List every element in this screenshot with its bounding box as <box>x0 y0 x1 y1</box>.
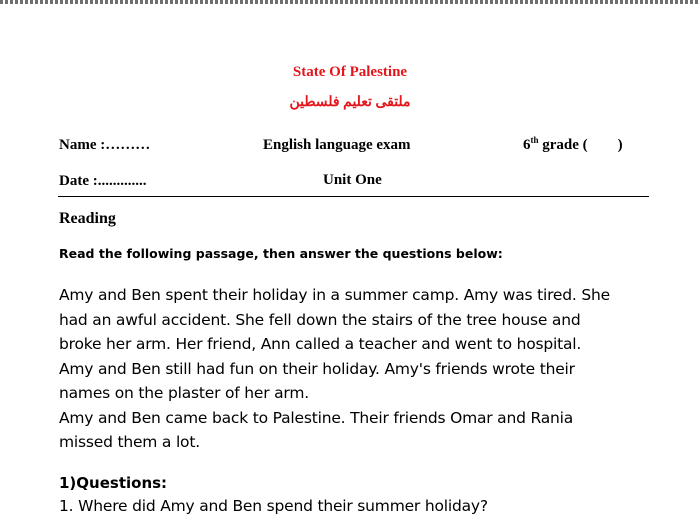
header-divider <box>58 196 649 197</box>
passage-line: Amy and Ben came back to Palestine. Their friends Omar and Rania <box>59 408 574 427</box>
passage-line: names on the plaster of her arm. <box>59 384 309 402</box>
forum-title-arabic: ملتقى تعليم فلسطين <box>289 95 411 110</box>
passage-line: missed them a lot. <box>59 433 200 451</box>
name-field-label: Name :……… <box>59 137 151 153</box>
grade-text: grade ( ) <box>538 137 623 153</box>
section-title: Reading <box>59 210 116 227</box>
passage-line: broke her arm. Her friend, Ann called a teacher and went to hospital. <box>59 335 582 353</box>
date-field-label: Date :............. <box>59 173 147 189</box>
unit-title: Unit One <box>323 172 382 188</box>
top-dotted-border <box>0 0 700 4</box>
reading-passage <box>59 283 659 455</box>
passage-line: Amy and Ben still had fun on their holiday. Amy's friends wrote their <box>59 359 575 378</box>
passage-line: had an awful accident. She fell down the stairs of the tree house and <box>59 310 581 329</box>
state-title: State Of Palestine <box>292 64 408 80</box>
questions-heading: 1)Questions: <box>59 474 168 492</box>
exam-title: English language exam <box>263 137 411 153</box>
grade-label <box>523 135 623 154</box>
grade-number: 6 <box>523 137 531 153</box>
instruction-text: Read the following passage, then answer the questions below: <box>59 246 503 261</box>
question-item: 1. Where did Amy and Ben spend their summer holiday? <box>59 497 488 515</box>
grade-suffix: th <box>530 135 539 145</box>
passage-line: Amy and Ben spent their holiday in a summer camp. Amy was tired. She <box>59 286 610 304</box>
